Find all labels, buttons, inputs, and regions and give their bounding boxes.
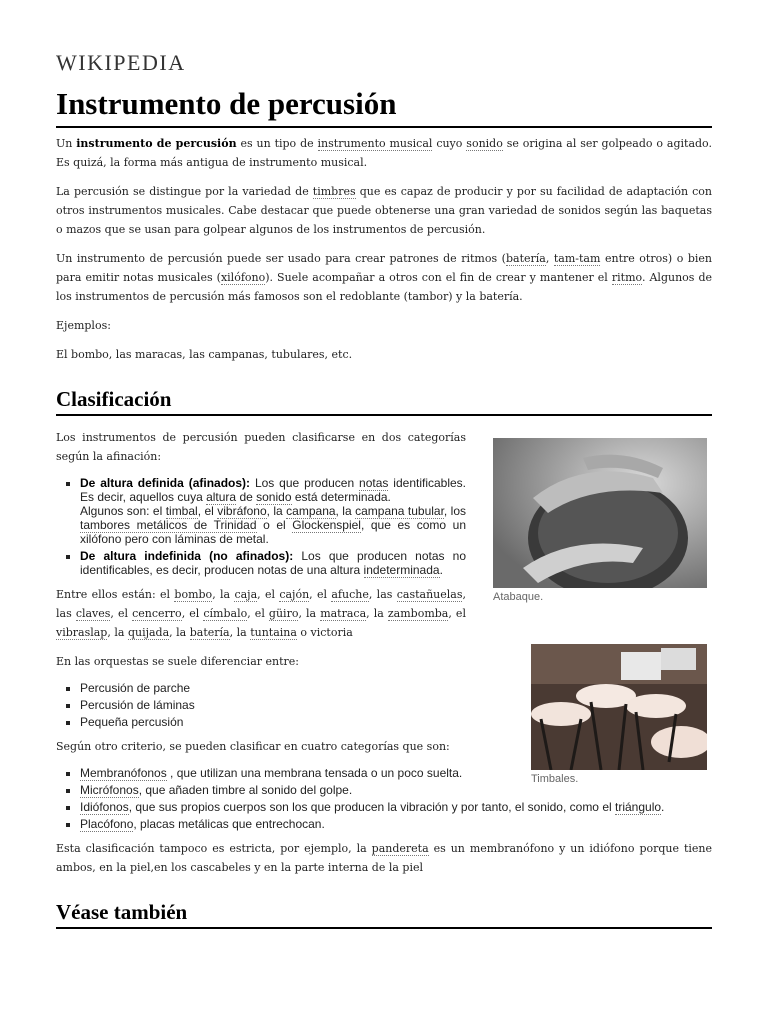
list-item: ▪ Micrófonos, que añaden timbre al sonido del golpe. <box>80 783 712 797</box>
link-vibrafono[interactable]: vibráfono <box>217 504 267 518</box>
list-item: ▪ Pequeña percusión <box>80 715 466 729</box>
link-bateria-2[interactable]: batería <box>189 626 230 639</box>
list-item: ▪ De altura definida (afinados): Los que producen notas identificables. Es decir, aquellos cuya altura de sonido está determinada. Algunos son: el timbal, el vibráfono, la campana, la campana tubular, los tambores metálicos de Trinidad o el Glockenspiel, que es como un xilófono pero con láminas de metal. <box>80 476 466 546</box>
link-indeterminada[interactable]: indeterminada <box>363 563 440 577</box>
timbales-photo[interactable] <box>531 644 707 770</box>
classification-content-wide <box>56 766 712 929</box>
link-timbres[interactable]: timbres <box>312 185 356 198</box>
criteria-intro: Según otro criterio, se pueden clasificar en cuatro categorías que son: <box>56 740 450 753</box>
link-triangulo[interactable]: triángulo <box>615 800 662 814</box>
list-item: ▪ Percusión de parche <box>80 681 466 695</box>
section-heading-clasificacion: Clasificación <box>56 386 712 416</box>
list-item: ▪ Idiófonos, que sus propios cuerpos son los que producen la vibración y por tanto, el sonido, como el triángulo. <box>80 800 712 814</box>
link-cimbalo[interactable]: címbalo <box>203 607 248 620</box>
link-sonido-2[interactable]: sonido <box>256 490 292 504</box>
wikipedia-wordmark[interactable]: WIKIPEDIA <box>56 50 186 75</box>
intro-paragraph-1: Un instrumento de percusión es un tipo de instrumento musical cuyo sonido se origina al ser golpeado o agitado. Es quizá, la forma más antigua de instrumento musical. <box>56 137 712 169</box>
intro-paragraph-4: Ejemplos: <box>56 319 111 332</box>
intro-paragraph-5: El bombo, las maracas, las campanas, tubulares, etc. <box>56 348 353 361</box>
figure-caption: Atabaque. <box>493 591 544 603</box>
section-heading-vease-tambien: Véase también <box>56 899 712 929</box>
link-pandereta[interactable]: pandereta <box>371 842 429 855</box>
intro-paragraph-2: La percusión se distingue por la variedad de timbres que es capaz de producir y por su facilidad de adaptación con otros instrumentos musicales. Cabe destacar que puede obtenerse una gran variedad de sonidos según las baquetas o mazos que se usan para golpear algunos de los instrumentos de percusión. <box>56 185 713 236</box>
link-bombo[interactable]: bombo <box>174 588 213 601</box>
link-ritmo[interactable]: ritmo <box>611 271 642 284</box>
unpitched-examples: Entre ellos están: el bombo, la caja, el cajón, el afuche, las castañuelas, las claves, el cencerro, el címbalo, el güiro, la matraca, la zambomba, el vibraslap, la quijada, la batería, la tuntaina o victoria <box>56 588 466 639</box>
figure-atabaque <box>493 438 707 603</box>
link-xilofono[interactable]: xilófono <box>220 271 266 284</box>
tuning-list <box>56 476 466 577</box>
link-claves[interactable]: claves <box>75 607 111 620</box>
link-caja[interactable]: caja <box>234 588 258 601</box>
link-quijada[interactable]: quijada <box>127 626 170 639</box>
link-afuche[interactable]: afuche <box>331 588 369 601</box>
list-item: ▪ Percusión de láminas <box>80 698 466 712</box>
link-placofono[interactable]: Placófono <box>80 817 134 831</box>
link-microfonos[interactable]: Micrófonos <box>80 783 139 797</box>
link-campana[interactable]: campana <box>286 504 336 518</box>
link-altura[interactable]: altura <box>206 490 237 504</box>
link-castanuelas[interactable]: castañuelas <box>396 588 463 601</box>
link-tuntaina[interactable]: tuntaina <box>250 626 297 639</box>
link-campana-tubular[interactable]: campana tubular <box>355 504 444 518</box>
classification-content <box>56 428 466 756</box>
orchestra-intro: En las orquestas se suele diferenciar entre: <box>56 655 299 668</box>
link-timbal[interactable]: timbal <box>165 504 198 518</box>
link-membranofonos[interactable]: Membranófonos <box>80 766 167 780</box>
figure-caption: Timbales. <box>531 773 579 785</box>
link-guiro[interactable]: güiro <box>268 607 299 620</box>
link-notas[interactable]: notas <box>359 476 389 490</box>
link-matraca[interactable]: matraca <box>320 607 367 620</box>
link-zambomba[interactable]: zambomba <box>387 607 449 620</box>
atabaque-drawing <box>493 438 707 588</box>
link-vibraslap[interactable]: vibraslap <box>56 626 108 639</box>
classification-note: Esta clasificación tampoco es estricta, por ejemplo, la pandereta es un membranófono y un idiófono porque tiene ambos, en la piel,en los cascabeles y en la parte interna de la piel <box>56 842 712 874</box>
intro-paragraph-3: Un instrumento de percusión puede ser usado para crear patrones de ritmos (batería, tam-tam entre otros) o bien para emitir notas musicales (xilófono). Suele acompañar a otros con el fin de crear y mantener el ritmo. Algunos de los instrumentos de percusión más famosos son el redoblante (tambor) y la batería. <box>56 252 713 303</box>
timbales-drawing <box>531 644 707 770</box>
link-sonido[interactable]: sonido <box>466 137 503 150</box>
page-title: Instrumento de percusión <box>56 84 712 128</box>
link-tambores-metalicos[interactable]: tambores metálicos de Trinidad <box>80 518 257 532</box>
link-tam-tam[interactable]: tam-tam <box>553 252 601 265</box>
link-idiofonos[interactable]: Idiófonos <box>80 800 129 814</box>
link-cajon[interactable]: cajón <box>279 588 310 601</box>
list-item: ▪ Placófono, placas metálicas que entrechocan. <box>80 817 712 831</box>
link-glockenspiel[interactable]: Glockenspiel <box>292 518 361 532</box>
link-bateria[interactable]: batería <box>505 252 546 265</box>
link-instrumento-musical[interactable]: instrumento musical <box>317 137 433 150</box>
list-item: ▪ De altura indefinida (no afinados): Los que producen notas no identificables, es decir, producen notas de una altura indeterminada. <box>80 549 466 577</box>
list-item: ▪ Membranófonos , que utilizan una membrana tensada o un poco suelta. <box>80 766 712 780</box>
link-cencerro[interactable]: cencerro <box>132 607 182 620</box>
classification-intro: Los instrumentos de percusión pueden clasificarse en dos categorías según la afinación: <box>56 431 466 463</box>
orchestra-list <box>56 681 466 729</box>
figure-timbales <box>531 644 707 785</box>
atabaque-photo[interactable] <box>493 438 707 588</box>
